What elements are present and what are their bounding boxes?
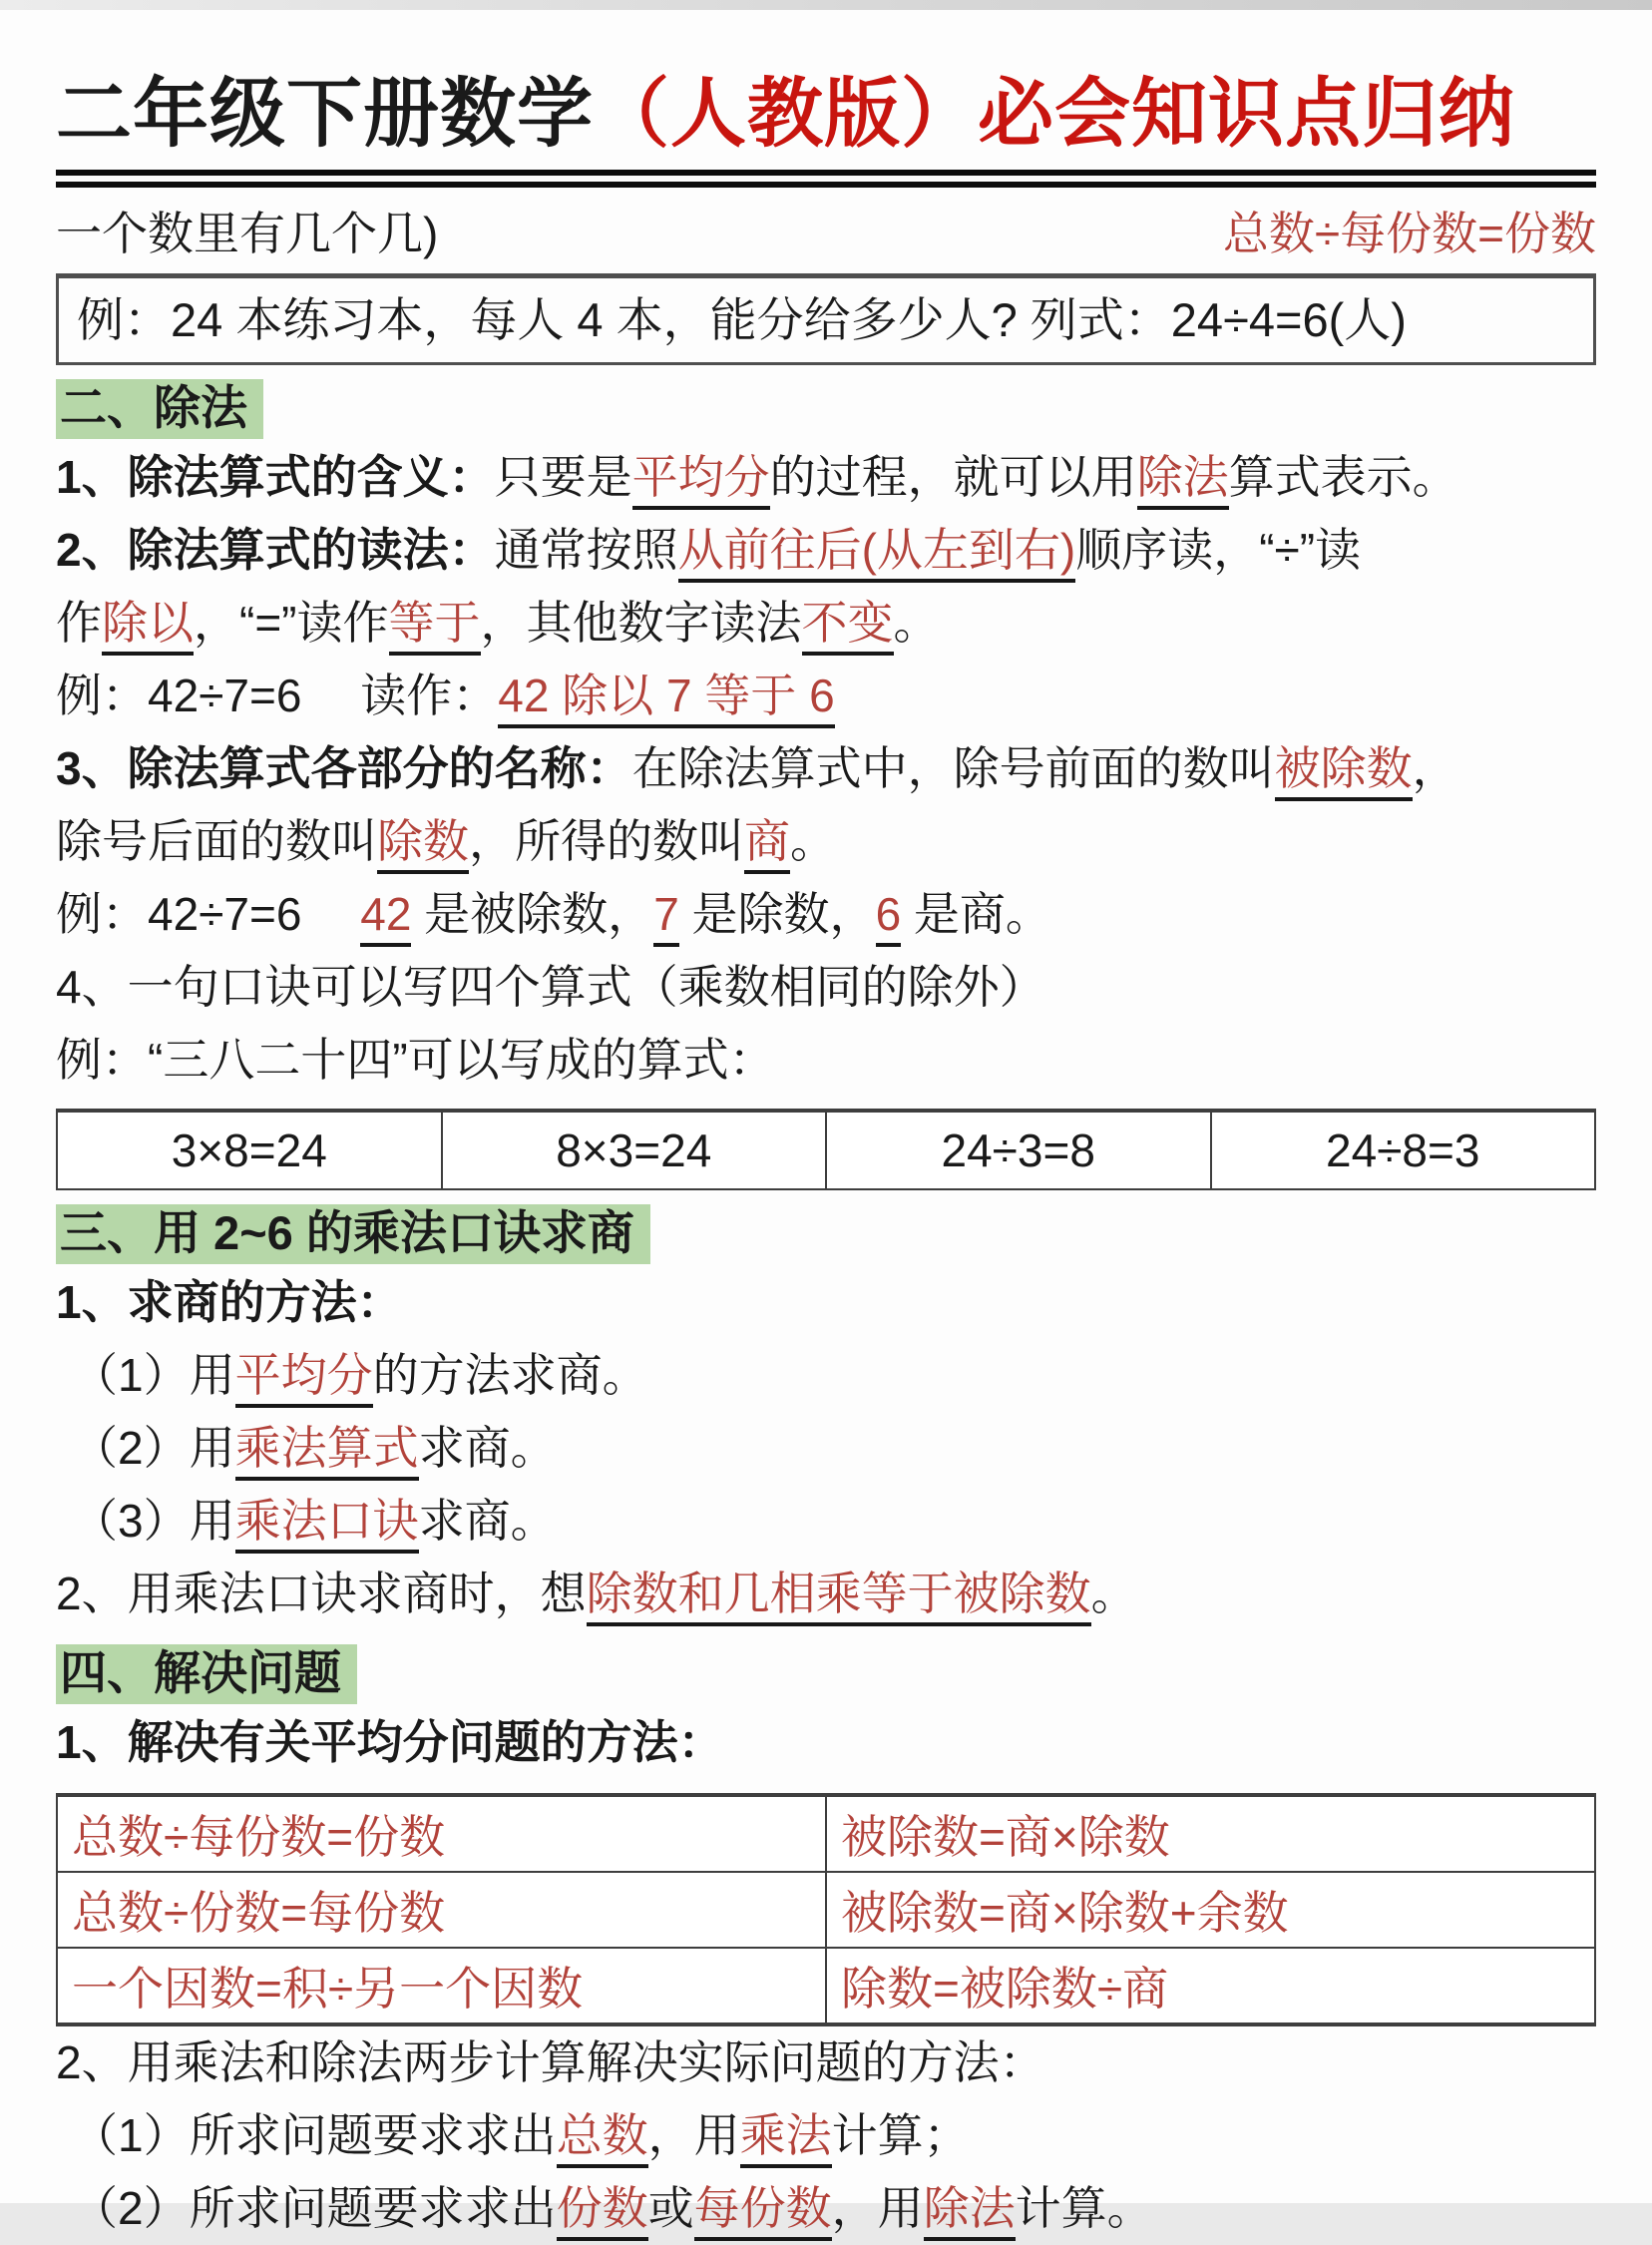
text-segment: 或 — [647, 2182, 694, 2234]
section-header-quotient: 三、用 2~6 的乘法口诀求商 — [56, 1204, 650, 1264]
text-segment: （2）用 — [72, 1422, 235, 1474]
text-segment: 不变 — [802, 597, 894, 656]
text-segment: 被除数 — [1275, 742, 1413, 801]
formula-cell: 总数÷份数=每份数 — [57, 1872, 826, 1948]
formula-cell: 总数÷每份数=份数 — [57, 1795, 826, 1872]
text-segment: 平均分 — [632, 451, 770, 510]
formula-table — [56, 1793, 1596, 2026]
text-segment: ，用 — [831, 2182, 924, 2234]
formula-table-row — [57, 1872, 1595, 1948]
equation-table — [56, 1109, 1596, 1190]
text-segment: 2、用乘法和除法两步计算解决实际问题的方法： — [56, 2036, 1045, 2088]
text-segment: ，用 — [647, 2109, 740, 2161]
division-meaning-line — [56, 441, 1596, 514]
text-segment: 例：“三八二十四”可以写成的算式： — [56, 1034, 775, 1086]
text-segment: 除号后面的数叫 — [56, 815, 377, 867]
text-segment: 在除法算式中，除号前面的数叫 — [631, 742, 1275, 794]
text-segment: 只要是 — [494, 451, 632, 503]
text-segment: 是除数， — [678, 888, 876, 940]
text-segment: ， — [1412, 742, 1458, 794]
text-segment: 42 — [360, 888, 411, 947]
text-segment: 7 — [653, 888, 679, 947]
division-parts-line-2 — [56, 805, 1596, 878]
text-segment: 计算。 — [1015, 2182, 1153, 2234]
page-title — [56, 64, 1596, 166]
text-segment: ，所得的数叫 — [469, 815, 744, 867]
text-segment: 1、除法算式的含义： — [56, 451, 495, 503]
text-segment: 2、用乘法口诀求商时，想 — [56, 1568, 587, 1619]
text-segment: 。 — [1090, 1568, 1137, 1619]
intro-left-text: 一个数里有几个几) — [56, 208, 439, 259]
scan-edge-artifact — [0, 0, 1652, 10]
text-segment: 除法 — [1137, 451, 1229, 510]
text-segment: 作 — [56, 597, 102, 649]
equation-cell-2: 8×3=24 — [442, 1111, 827, 1189]
title-grade-subject: 二年级下册数学 — [56, 72, 594, 157]
equation-cell-4: 24÷8=3 — [1211, 1111, 1596, 1189]
formula-cell: 除数=被除数÷商 — [826, 1948, 1595, 2024]
text-segment: 总数 — [557, 2109, 648, 2168]
text-segment: 除法 — [924, 2182, 1016, 2241]
division-reading-line-1 — [56, 514, 1596, 587]
equation-cell-3: 24÷3=8 — [826, 1111, 1211, 1189]
formula-cell: 一个因数=积÷另一个因数 — [57, 1948, 826, 2024]
equation-table-row — [57, 1111, 1595, 1189]
text-segment: 每份数 — [694, 2182, 832, 2241]
title-divider — [56, 170, 1596, 188]
text-segment: 6 — [876, 888, 902, 947]
text-segment: 求商。 — [418, 1495, 557, 1547]
text-segment: 乘法 — [740, 2109, 832, 2168]
section-header-division: 二、除法 — [56, 379, 263, 439]
text-segment: 是被除数， — [411, 888, 654, 940]
formula-cell: 被除数=商×除数+余数 — [826, 1872, 1595, 1948]
text-segment: 是商。 — [901, 888, 1051, 940]
text-segment: 计算； — [831, 2109, 970, 2161]
title-edition-suffix: （人教版）必会知识点归纳 — [594, 72, 1515, 157]
text-segment: 乘法口诀 — [235, 1495, 419, 1554]
intro-line — [56, 204, 1596, 263]
division-four-equations-line — [56, 951, 1596, 1024]
text-segment: 乘法算式 — [235, 1422, 419, 1481]
text-segment: 的过程，就可以用 — [769, 451, 1137, 503]
text-segment: 商 — [744, 815, 790, 874]
solving-item-2 — [56, 2026, 1596, 2099]
text-segment: 除数 — [377, 815, 469, 874]
division-parts-line-1 — [56, 732, 1596, 805]
text-segment: 求商。 — [418, 1422, 557, 1474]
formula-cell: 被除数=商×除数 — [826, 1795, 1595, 1872]
text-segment: 除数和几相乘等于被除数 — [587, 1568, 1091, 1626]
text-segment: 顺序读，“÷”读 — [1075, 524, 1362, 576]
solving-item-1 — [56, 1706, 1596, 1779]
text-segment: 4、一句口诀可以写四个算式（乘数相同的除外） — [56, 961, 1045, 1013]
division-reading-line-2 — [56, 587, 1596, 660]
text-segment: 从前往后(从左到右) — [678, 524, 1076, 583]
text-segment: ，其他数字读法 — [480, 597, 802, 649]
solving-sub-1 — [56, 2099, 1596, 2172]
quotient-tip-line — [56, 1558, 1596, 1630]
text-segment: 份数 — [557, 2182, 648, 2241]
text-segment: 的方法求商。 — [372, 1349, 648, 1401]
text-segment: 2、除法算式的读法： — [56, 524, 495, 576]
quotient-method-title — [56, 1266, 1596, 1339]
formula-table-row — [57, 1948, 1595, 2024]
text-segment: （1）用 — [72, 1349, 235, 1401]
example-box-text: 例：24 本练习本，每人 4 本，能分给多少人? 列式：24÷4=6(人) — [77, 293, 1407, 346]
equation-cell-1: 3×8=24 — [57, 1111, 442, 1189]
intro-formula: 总数÷每份数=份数 — [1222, 208, 1596, 259]
text-segment: 除以 — [102, 597, 194, 656]
division-reading-example — [56, 660, 1596, 732]
text-segment: （3）用 — [72, 1495, 235, 1547]
text-segment: （1）所求问题要求求出 — [72, 2109, 557, 2161]
section-header-solving: 四、解决问题 — [56, 1644, 357, 1704]
text-segment: 。 — [893, 597, 940, 649]
text-segment: 1、解决有关平均分问题的方法： — [56, 1716, 724, 1768]
division-parts-example — [56, 878, 1596, 951]
text-segment: 等于 — [389, 597, 481, 656]
text-segment: 通常按照 — [494, 524, 678, 576]
text-segment: 42 除以 7 等于 6 — [498, 670, 834, 728]
quotient-method-3 — [56, 1485, 1596, 1558]
text-segment: 1、求商的方法： — [56, 1276, 403, 1328]
text-segment: 算式表示。 — [1228, 451, 1458, 503]
text-segment: 例：42÷7=6 读作： — [56, 670, 499, 721]
text-segment: 3、除法算式各部分的名称： — [56, 742, 632, 794]
example-box — [56, 273, 1596, 365]
division-four-equations-example — [56, 1024, 1596, 1097]
text-segment: 。 — [790, 815, 836, 867]
formula-table-row — [57, 1795, 1595, 1872]
text-segment: 平均分 — [235, 1349, 373, 1408]
text-segment: 例：42÷7=6 — [56, 888, 361, 940]
quotient-method-1 — [56, 1339, 1596, 1412]
text-segment: ，“=”读作 — [194, 597, 389, 649]
solving-sub-2 — [56, 2172, 1596, 2245]
text-segment: （2）所求问题要求求出 — [72, 2182, 557, 2234]
quotient-method-2 — [56, 1412, 1596, 1485]
